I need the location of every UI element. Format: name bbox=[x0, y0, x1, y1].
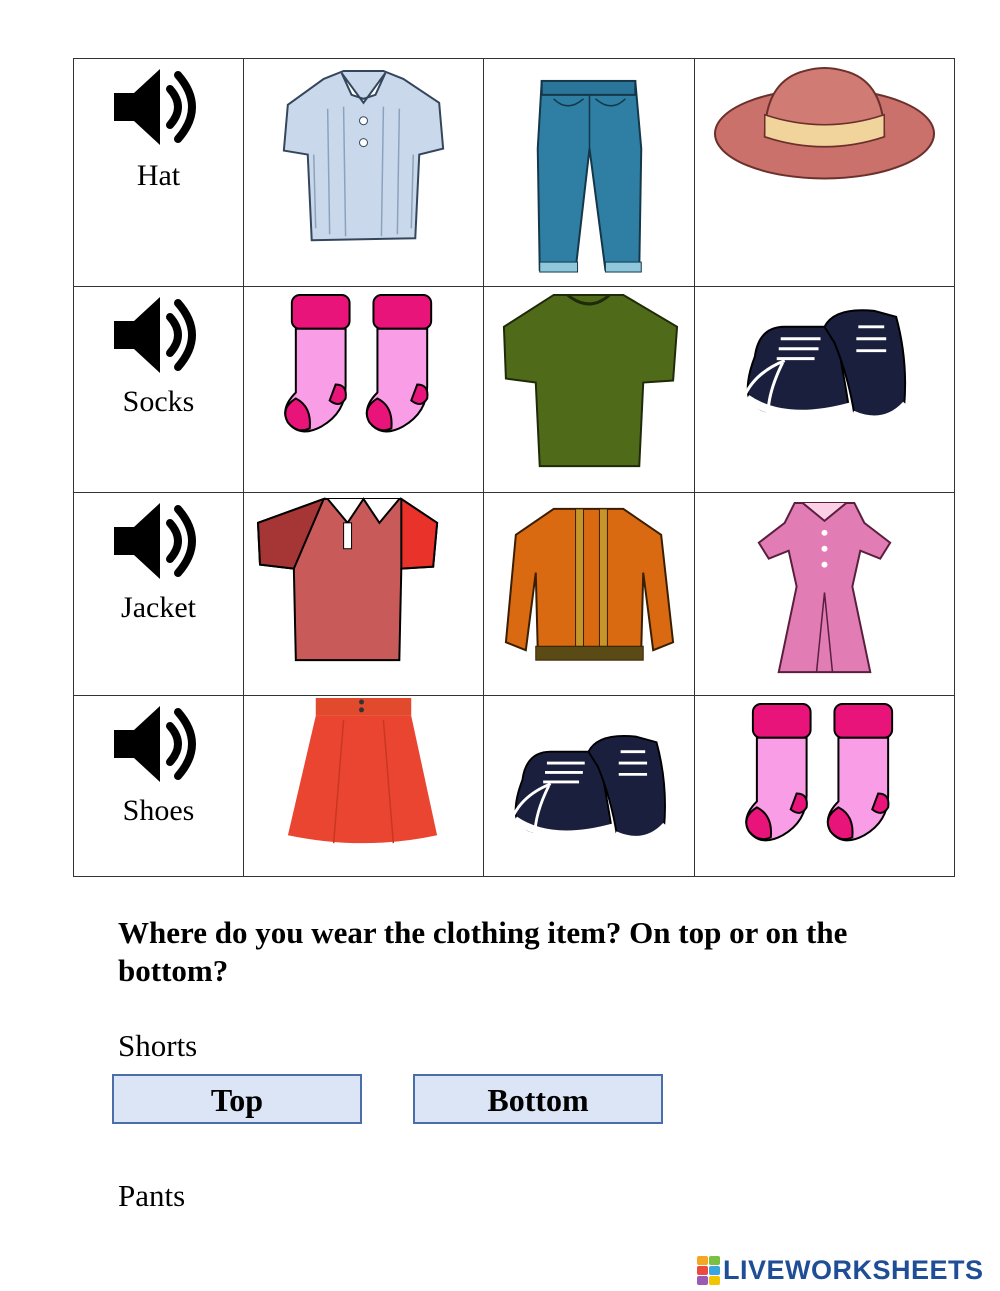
item-word-shorts: Shorts bbox=[118, 1028, 198, 1063]
speaker-icon[interactable] bbox=[110, 63, 206, 151]
sneakers-icon bbox=[695, 287, 954, 492]
top-button[interactable]: Top bbox=[112, 1074, 362, 1124]
jacket-icon bbox=[484, 493, 694, 695]
polo-shirt-icon bbox=[244, 493, 483, 695]
picture-choice[interactable] bbox=[484, 59, 695, 287]
logo-mark-icon bbox=[697, 1256, 720, 1285]
speaker-icon[interactable] bbox=[110, 700, 206, 788]
row-jacket-word-cell bbox=[74, 493, 244, 696]
skirt-icon bbox=[244, 696, 483, 876]
liveworksheets-logo bbox=[697, 1255, 984, 1286]
picture-choice[interactable] bbox=[244, 493, 484, 696]
sneakers-icon bbox=[484, 696, 694, 876]
picture-choice[interactable] bbox=[484, 493, 695, 696]
dress-icon bbox=[695, 493, 954, 695]
picture-choice[interactable] bbox=[244, 287, 484, 493]
question-text: Where do you wear the clothing item? On top or on the bottom? bbox=[118, 915, 848, 988]
row-shoes-word-cell bbox=[74, 696, 244, 877]
word-label: Socks bbox=[122, 385, 195, 418]
hat-icon bbox=[695, 59, 954, 286]
word-label: Jacket bbox=[121, 591, 196, 624]
picture-choice[interactable] bbox=[695, 59, 955, 287]
picture-choice[interactable] bbox=[484, 287, 695, 493]
socks-icon bbox=[695, 696, 954, 876]
brand-text: LIVEWORKSHEETS bbox=[723, 1255, 984, 1285]
picture-choice[interactable] bbox=[244, 696, 484, 877]
row-hat-word-cell bbox=[74, 59, 244, 287]
picture-choice[interactable] bbox=[695, 493, 955, 696]
picture-choice[interactable] bbox=[695, 287, 955, 493]
picture-choice[interactable] bbox=[244, 59, 484, 287]
t-shirt-icon bbox=[484, 287, 694, 492]
picture-choice[interactable] bbox=[695, 696, 955, 877]
socks-icon bbox=[244, 287, 483, 492]
bottom-button[interactable]: Bottom bbox=[413, 1074, 663, 1124]
picture-choice[interactable] bbox=[484, 696, 695, 877]
matching-table bbox=[73, 58, 955, 877]
speaker-icon[interactable] bbox=[110, 497, 206, 585]
speaker-icon[interactable] bbox=[110, 291, 206, 379]
word-label: Hat bbox=[136, 159, 181, 192]
word-label: Shoes bbox=[122, 794, 195, 827]
row-socks-word-cell bbox=[74, 287, 244, 493]
shirt-icon bbox=[244, 59, 483, 286]
item-word-pants: Pants bbox=[118, 1178, 186, 1213]
pants-icon bbox=[484, 59, 694, 286]
